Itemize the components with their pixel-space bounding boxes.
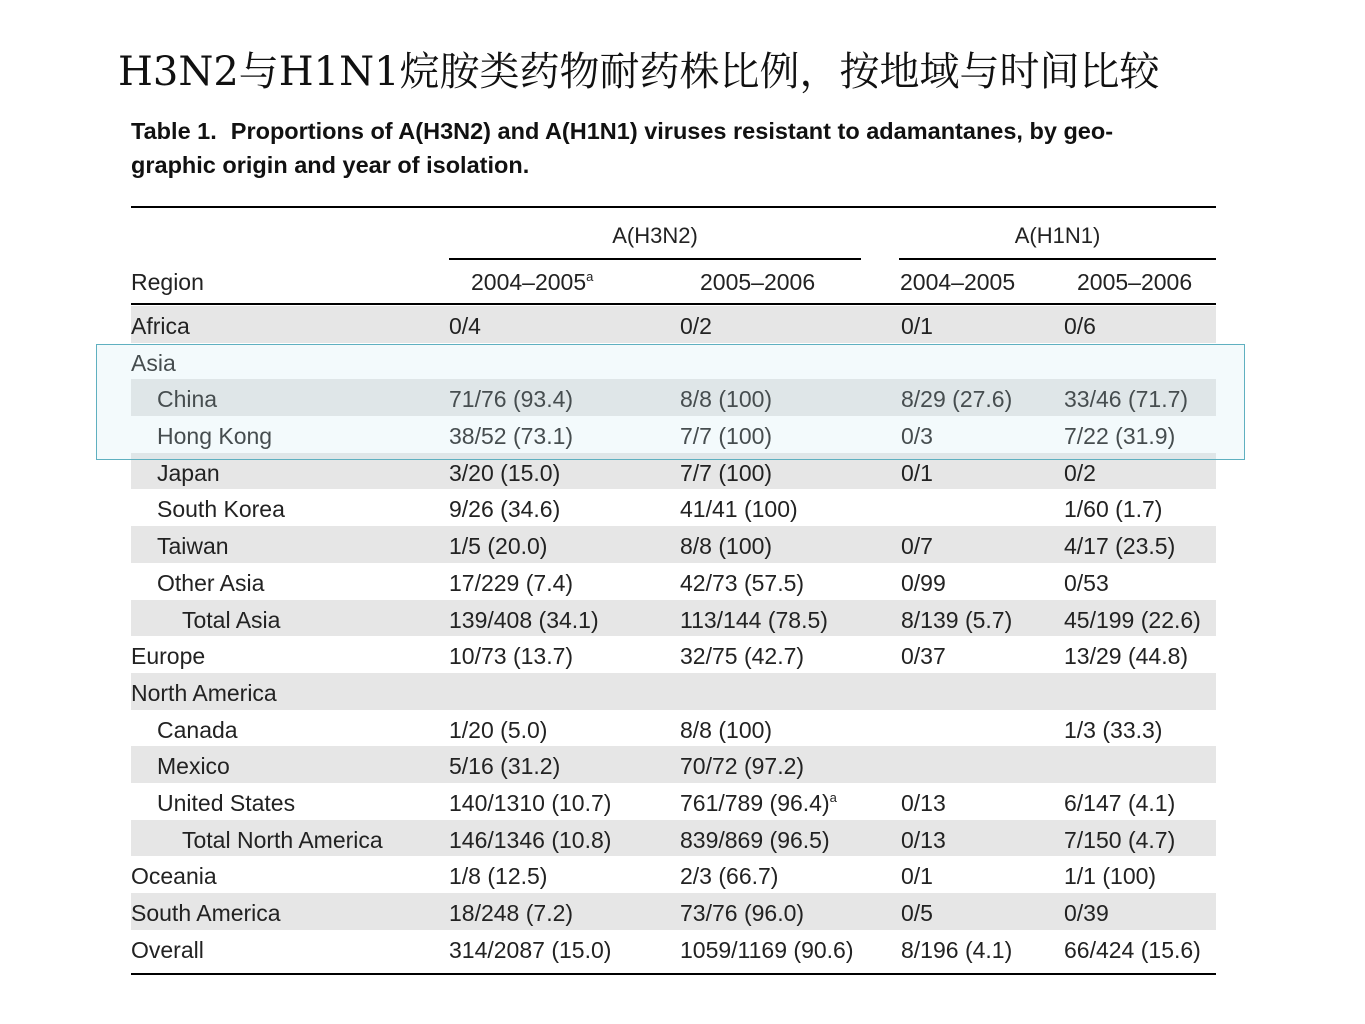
value-cell	[1064, 489, 1224, 526]
value-text: 13/29 (44.8)	[1064, 643, 1189, 670]
value-cell	[449, 563, 709, 600]
footnote-marker: a	[829, 789, 837, 805]
value-text: 70/72 (97.2)	[680, 753, 805, 780]
value-cell	[1064, 600, 1224, 637]
region-cell: Total North America	[182, 826, 383, 853]
column-header-label: 2004–2005	[471, 269, 587, 295]
value-text: 38/52 (73.1)	[449, 423, 574, 450]
region-cell: South America	[131, 900, 281, 926]
region-cell: Taiwan	[157, 533, 229, 560]
value-text: 7/7 (100)	[680, 423, 773, 450]
header-rule	[131, 303, 1216, 305]
value-cell	[1064, 783, 1224, 820]
value-text: 0/5	[901, 900, 933, 926]
value-text: 839/869 (96.5)	[680, 826, 830, 853]
region-cell: Hong Kong	[157, 423, 273, 450]
table-row	[131, 636, 1216, 673]
table-row	[131, 600, 1216, 637]
region-cell: Europe	[131, 643, 206, 670]
value-text: 146/1346 (10.8)	[449, 826, 612, 853]
value-cell	[901, 710, 1061, 747]
value-cell	[1064, 526, 1224, 563]
group-header-h3n2: A(H3N2)	[612, 223, 698, 248]
value-text: 33/46 (71.7)	[1064, 386, 1189, 413]
selection-highlight	[96, 344, 1245, 460]
region-cell: Canada	[157, 716, 238, 743]
value-cell	[901, 306, 1061, 343]
value-text: 45/199 (22.6)	[1064, 606, 1201, 633]
caption-line-2: graphic origin and year of isolation.	[131, 152, 530, 178]
region-cell: North America	[131, 679, 277, 706]
value-cell	[449, 636, 709, 673]
value-cell	[1064, 893, 1224, 930]
value-cell	[901, 600, 1061, 637]
value-cell	[901, 489, 1061, 526]
value-cell	[1064, 930, 1224, 967]
region-cell: Total Asia	[182, 606, 281, 633]
value-text: 1/3 (33.3)	[1064, 716, 1163, 743]
table-top-rule	[131, 206, 1216, 208]
value-text: 10/73 (13.7)	[449, 643, 574, 670]
value-cell	[449, 306, 709, 343]
value-text: 0/4	[449, 313, 481, 339]
region-cell: Asia	[131, 349, 176, 376]
value-text: 3/20 (15.0)	[449, 459, 561, 486]
table-row	[131, 563, 1216, 600]
region-cell: Oceania	[131, 863, 217, 890]
value-text: 7/7 (100)	[680, 459, 773, 486]
value-text: 8/139 (5.7)	[901, 606, 1013, 633]
value-text: 0/37	[901, 643, 946, 670]
table-caption	[131, 114, 1221, 182]
value-text: 0/39	[1064, 900, 1109, 926]
value-text: 8/8 (100)	[680, 386, 773, 413]
value-cell	[901, 783, 1061, 820]
value-text: 5/16 (31.2)	[449, 753, 561, 780]
value-cell	[1064, 673, 1224, 710]
h3n2-group-rule	[449, 258, 861, 260]
value-cell	[449, 489, 709, 526]
value-text: 140/1310 (10.7)	[449, 789, 612, 816]
table-row	[131, 893, 1216, 930]
value-text: 17/229 (7.4)	[449, 569, 574, 596]
value-text: 0/13	[901, 789, 946, 816]
value-text: 7/150 (4.7)	[1064, 826, 1176, 853]
value-text: 4/17 (23.5)	[1064, 533, 1176, 560]
value-text: 139/408 (34.1)	[449, 606, 599, 633]
value-text: 42/73 (57.5)	[680, 569, 805, 596]
value-text: 8/8 (100)	[680, 716, 773, 743]
value-cell	[1064, 820, 1224, 857]
value-cell	[901, 636, 1061, 673]
value-text: 73/76 (96.0)	[680, 900, 805, 926]
value-cell	[449, 893, 709, 930]
value-cell	[449, 746, 709, 783]
value-cell	[1064, 306, 1224, 343]
value-text: 8/196 (4.1)	[901, 936, 1013, 963]
table-row	[131, 746, 1216, 783]
caption-text: Proportions of A(H3N2) and A(H1N1) viruses resistant to adamantanes, by geo-	[230, 118, 1114, 144]
region-cell: Africa	[131, 313, 190, 339]
table-row	[131, 526, 1216, 563]
value-cell	[449, 600, 709, 637]
caption-line-1	[131, 114, 1221, 148]
value-text: 0/3	[901, 423, 933, 450]
value-cell	[449, 856, 709, 893]
value-text: 1/60 (1.7)	[1064, 496, 1163, 523]
value-cell	[449, 820, 709, 857]
table-row	[131, 710, 1216, 747]
value-text: 9/26 (34.6)	[449, 496, 561, 523]
value-text: 0/99	[901, 569, 946, 596]
value-cell	[1064, 636, 1224, 673]
region-cell: Overall	[131, 936, 204, 963]
value-cell	[901, 856, 1061, 893]
table-row	[131, 489, 1216, 526]
value-text: 761/789 (96.4)	[680, 789, 830, 816]
column-header-h3n2-2004-2005	[471, 264, 593, 300]
column-header-h1n1-2005-2006: 2005–2006	[1077, 269, 1193, 295]
value-text: 314/2087 (15.0)	[449, 936, 612, 963]
column-header-h3n2-2005-2006: 2005–2006	[700, 269, 816, 295]
value-cell	[901, 893, 1061, 930]
table-row	[131, 783, 1216, 820]
value-cell	[901, 746, 1061, 783]
value-cell	[449, 673, 709, 710]
region-cell: South Korea	[157, 496, 285, 523]
value-text: 8/29 (27.6)	[901, 386, 1013, 413]
table-row	[131, 673, 1216, 710]
table-row	[131, 306, 1216, 343]
region-cell: Mexico	[157, 753, 230, 780]
value-cell	[449, 783, 709, 820]
value-cell	[449, 526, 709, 563]
value-text: 8/8 (100)	[680, 533, 773, 560]
value-text: 6/147 (4.1)	[1064, 789, 1176, 816]
table-row	[131, 930, 1216, 967]
value-text: 0/7	[901, 533, 933, 560]
value-text: 0/1	[901, 459, 933, 486]
column-header-region: Region	[131, 269, 204, 295]
value-text: 1/20 (5.0)	[449, 716, 548, 743]
h1n1-group-rule	[899, 258, 1216, 260]
value-text: 0/2	[680, 313, 712, 339]
group-header-h1n1: A(H1N1)	[1014, 223, 1101, 248]
value-cell	[449, 930, 709, 967]
value-cell	[1064, 710, 1224, 747]
value-text: 71/76 (93.4)	[449, 386, 574, 413]
value-text: 1/5 (20.0)	[449, 533, 548, 560]
value-text: 0/1	[901, 313, 933, 339]
value-text: 66/424 (15.6)	[1064, 936, 1201, 963]
value-cell	[901, 526, 1061, 563]
column-header-h1n1-2004-2005: 2004–2005	[900, 269, 1016, 295]
value-text: 0/6	[1064, 313, 1096, 339]
value-text: 1059/1169 (90.6)	[680, 936, 854, 963]
value-text: 0/13	[901, 826, 946, 853]
value-text: 1/1 (100)	[1064, 863, 1157, 890]
value-text: 32/75 (42.7)	[680, 643, 805, 670]
value-text: 1/8 (12.5)	[449, 863, 548, 890]
value-text: 113/144 (78.5)	[680, 606, 828, 633]
value-cell	[1064, 746, 1224, 783]
value-text: 2/3 (66.7)	[680, 863, 779, 890]
value-cell	[1064, 563, 1224, 600]
value-cell	[449, 710, 709, 747]
value-cell	[901, 930, 1061, 967]
value-text: 7/22 (31.9)	[1064, 423, 1176, 450]
value-text: 0/2	[1064, 459, 1096, 486]
region-cell: China	[157, 386, 218, 413]
value-cell	[1064, 856, 1224, 893]
region-cell: Other Asia	[157, 569, 265, 596]
table-row	[131, 820, 1216, 857]
region-cell: United States	[157, 789, 296, 816]
value-text: 18/248 (7.2)	[449, 900, 574, 926]
footnote-marker: a	[586, 269, 594, 284]
caption-label: Table 1.	[131, 118, 217, 144]
value-cell	[901, 563, 1061, 600]
value-text: 0/53	[1064, 569, 1109, 596]
slide-title: H3N2与H1N1烷胺类药物耐药株比例，按地域与时间比较	[118, 49, 1160, 95]
table-bottom-rule	[131, 973, 1216, 975]
value-cell	[901, 673, 1061, 710]
value-text: 0/1	[901, 863, 933, 890]
table-row	[131, 856, 1216, 893]
value-cell	[901, 820, 1061, 857]
region-cell: Japan	[157, 459, 220, 486]
value-text: 41/41 (100)	[680, 496, 798, 523]
